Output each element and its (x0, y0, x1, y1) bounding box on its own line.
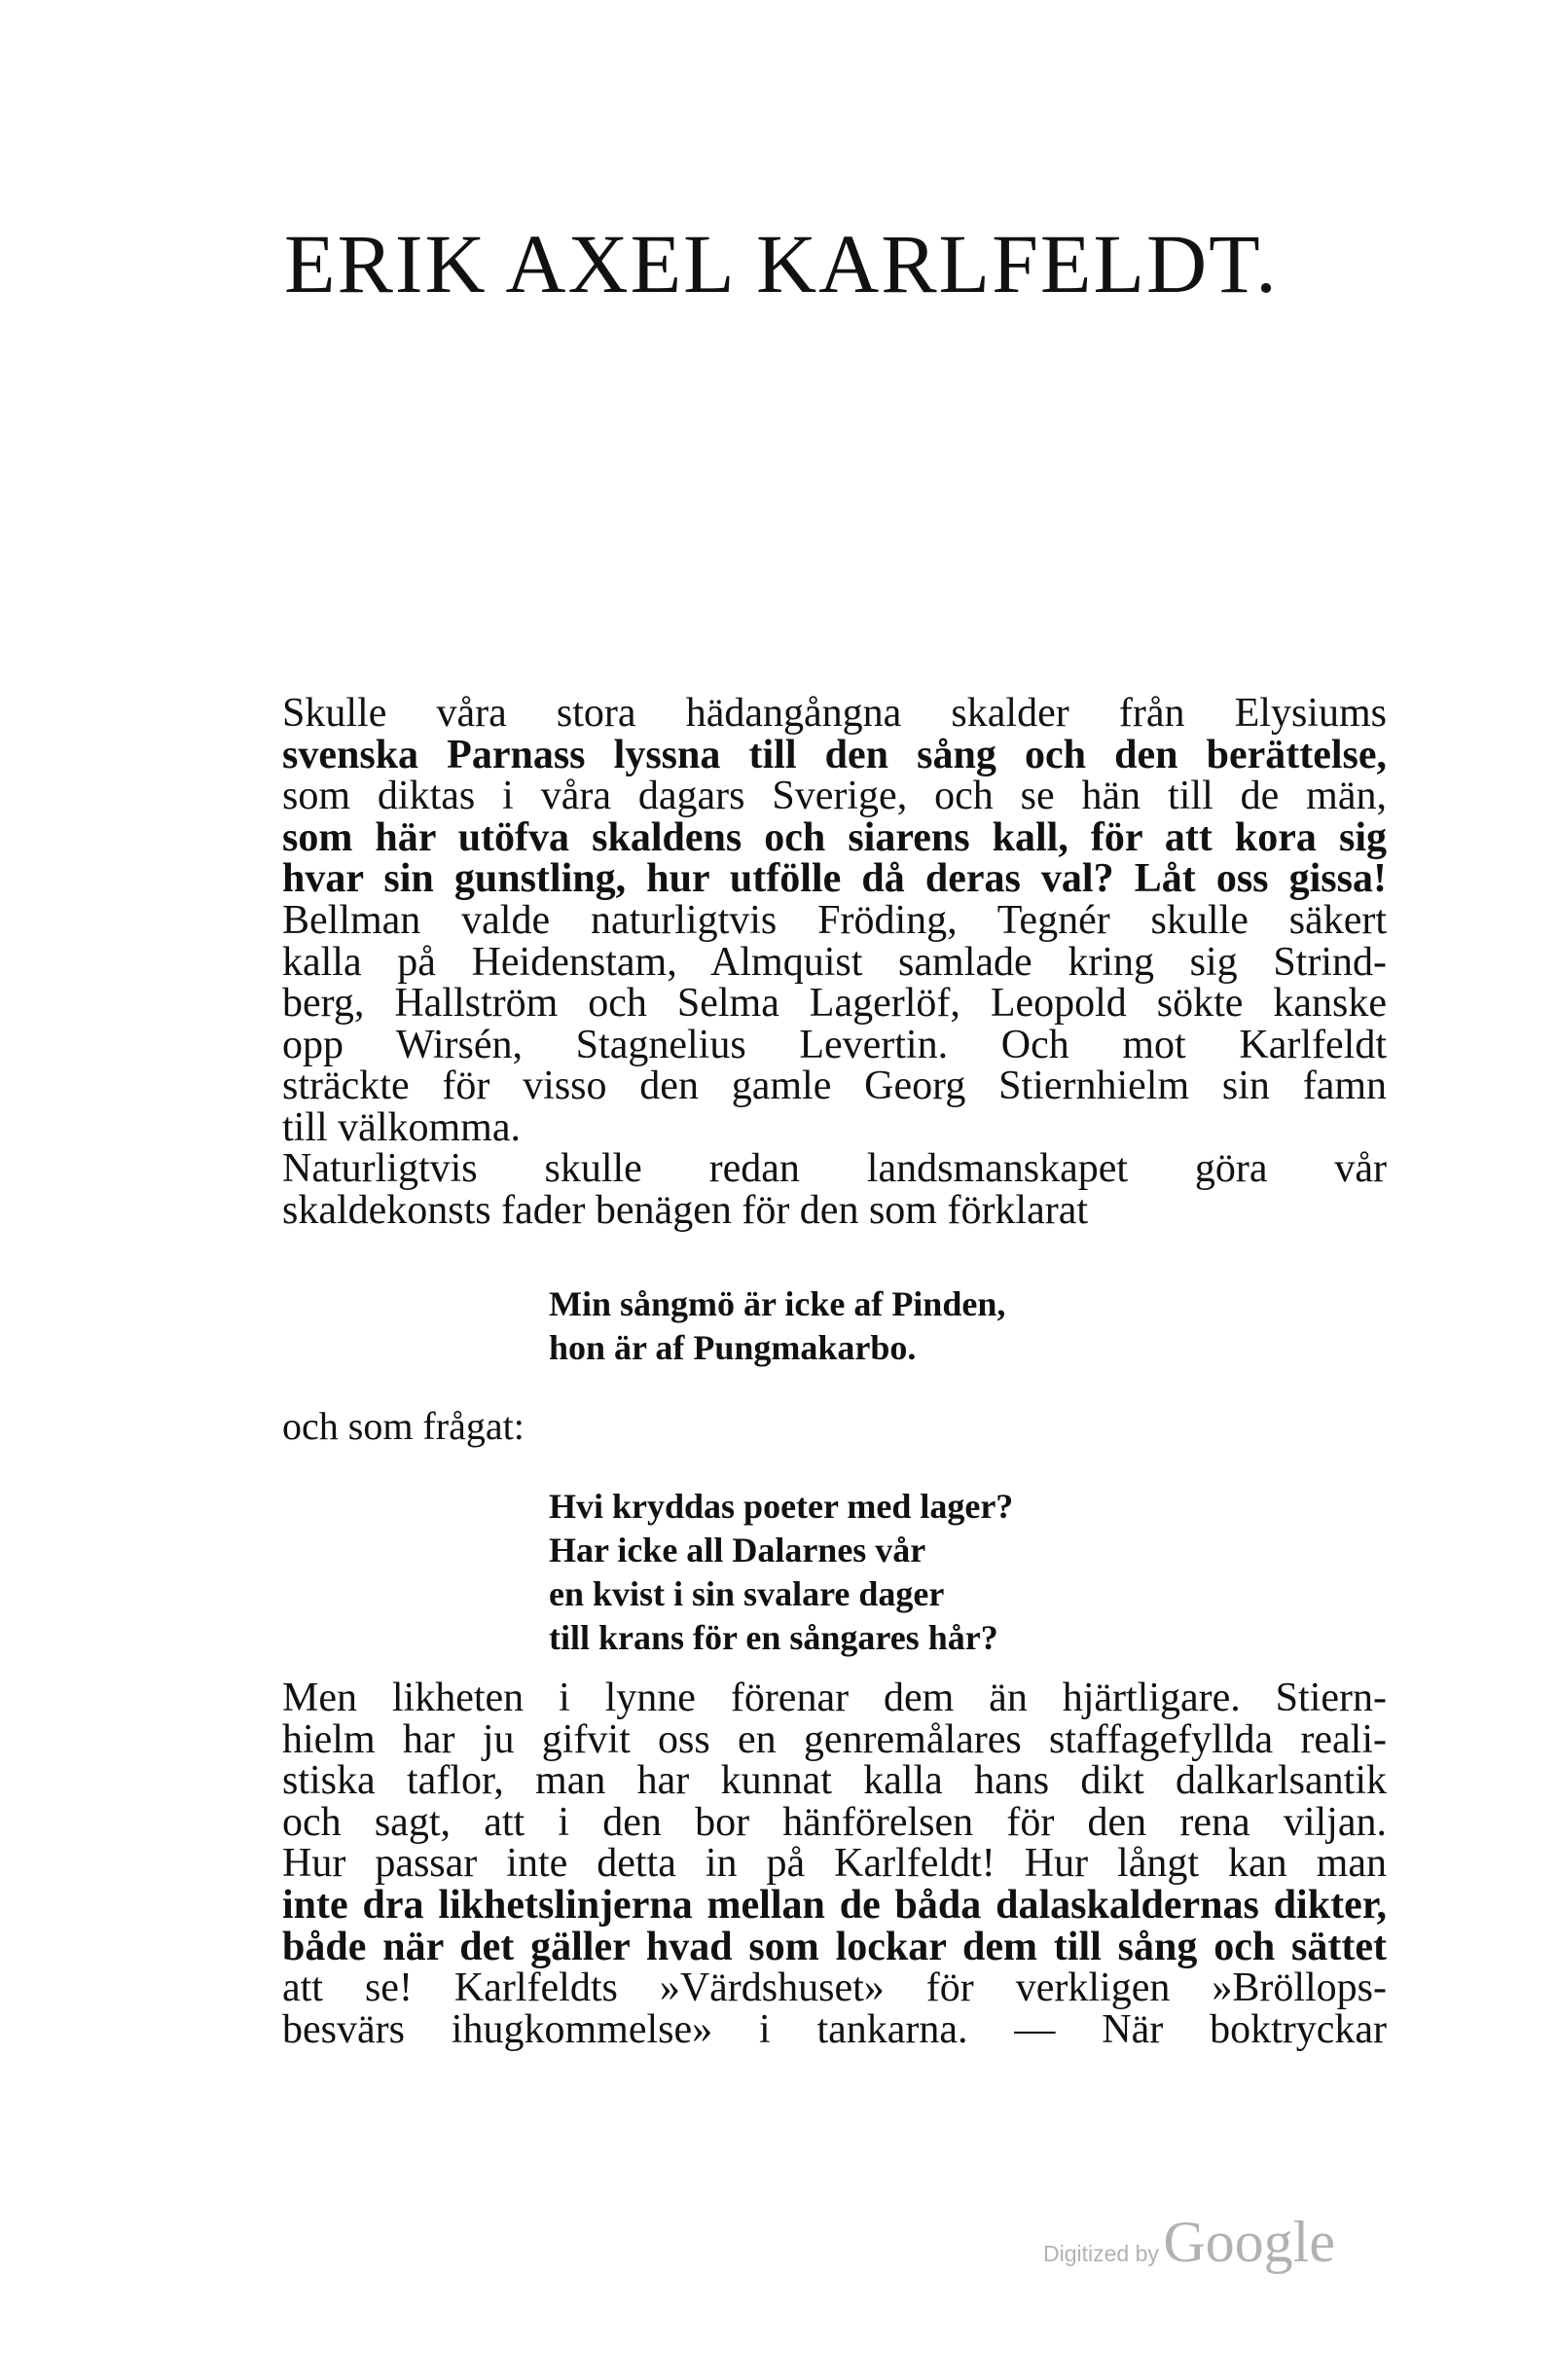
digitized-by-text: Digitized by (1043, 2241, 1159, 2266)
paragraph-2 (282, 1148, 1387, 1231)
digitized-watermark (1043, 2209, 1335, 2276)
page-title: ERIK AXEL KARLFELDT. (284, 217, 1279, 310)
text-line: sträckte för visso den gamle Georg Stiernhielm sin famn (282, 1064, 1387, 1109)
paragraph-3 (282, 1677, 1387, 2050)
paragraph-1 (282, 693, 1387, 1149)
text-line: Men likheten i lynne förenar dem än hjärtligare. Stiern- (282, 1676, 1387, 1720)
text-line: inte dra likhetslinjerna mellan de båda dalaskaldernas dikter, (282, 1882, 1387, 1928)
text-line: till välkomma. (282, 1104, 521, 1150)
verse-quote-2 (549, 1485, 1013, 1660)
verse-line: till krans för en sångares hår? (549, 1618, 998, 1657)
text-line: skaldekonsts fader benägen för den som förklarat (282, 1187, 1089, 1233)
google-logo-text: Google (1163, 2210, 1335, 2274)
text-line: berg, Hallström och Selma Lagerlöf, Leopold sökte kanske (282, 981, 1387, 1027)
text-line: hvar sin gunstling, hur utfölle då deras val? Låt oss gissa! (282, 856, 1387, 902)
text-line: att se! Karlfeldts »Värdshuset» för verkligen »Bröllops- (282, 1965, 1387, 2011)
text-line: både när det gäller hvad som lockar dem till sång och sättet (282, 1924, 1387, 1969)
verse-line: Hvi kryddas poeter med lager? (549, 1487, 1014, 1526)
verse-line: en kvist i sin svalare dager (549, 1574, 945, 1613)
text-line: besvärs ihugkommelse» i tankarna. — När boktryckar (282, 2006, 1387, 2052)
text-line: hielm har ju gifvit oss en genremålares staffagefyllda reali- (282, 1716, 1387, 1762)
text-line: Hur passar inte detta in på Karlfeldt! Hur långt kan man (282, 1841, 1387, 1887)
verse-line: hon är af Pungmakarbo. (549, 1328, 917, 1367)
verse-quote-1 (549, 1282, 1005, 1370)
verse-line: Har icke all Dalarnes vår (549, 1531, 926, 1569)
text-line: som diktas i våra dagars Sverige, och se hän till de män, (282, 774, 1387, 819)
text-line: som här utöfva skaldens och siarens kall, för att kora sig (282, 814, 1387, 860)
text-line: svenska Parnass lyssna till den sång och den berättelse, (282, 732, 1387, 777)
text-line: stiska taflor, man har kunnat kalla hans dikt dalkarlsantik (282, 1758, 1387, 1804)
text-line: Naturligtvis skulle redan landsmanskapet göra vår (282, 1146, 1387, 1191)
verse-line: Min sångmö är icke af Pinden, (549, 1284, 1006, 1323)
text-line: och sagt, att i den bor hänförelsen för den rena viljan. (282, 1799, 1387, 1845)
text-line: Bellman valde naturligtvis Fröding, Tegnér skulle säkert (282, 897, 1387, 943)
text-line: opp Wirsén, Stagnelius Levertin. Och mot Karlfeldt (282, 1022, 1387, 1067)
verse-intro: och som frågat: (282, 1404, 525, 1448)
text-line: Skulle våra stora hädangångna skalder från Elysiums (282, 691, 1387, 736)
text-line: kalla på Heidenstam, Almquist samlade kring sig Strind- (282, 939, 1387, 985)
